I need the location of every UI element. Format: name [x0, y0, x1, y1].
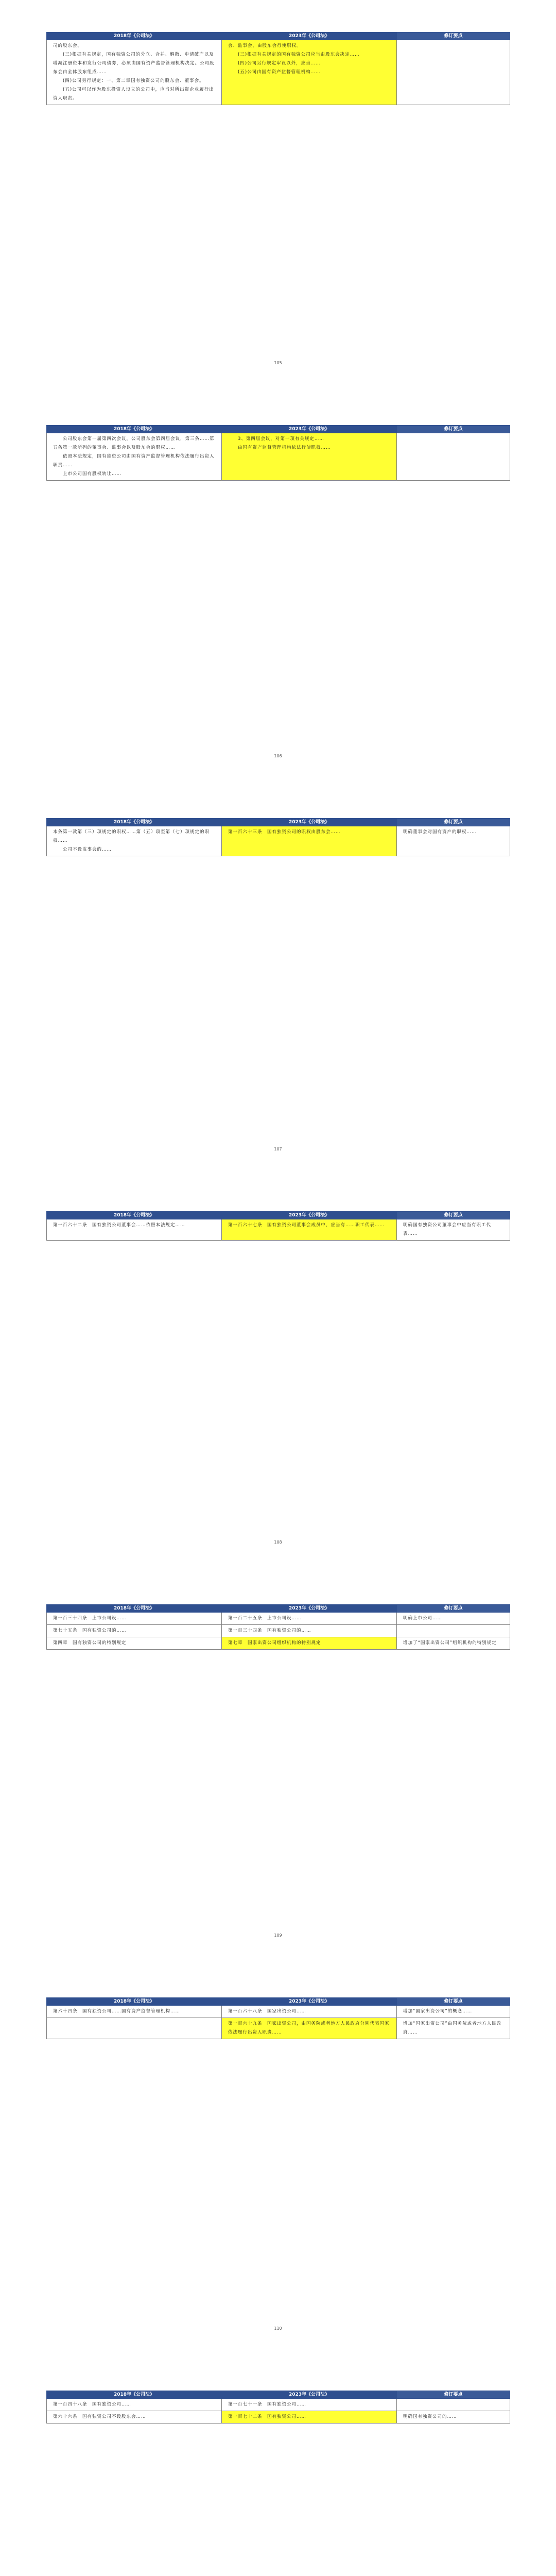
table-header-col1: 2018年《公司法》: [47, 1212, 222, 1219]
table-row: [47, 2399, 510, 2411]
document-page: [0, 1572, 556, 1964]
page-number: 108: [274, 1540, 282, 1545]
table-header-col2: 2023年《公司法》: [222, 1605, 397, 1613]
comparison-table: [46, 1604, 510, 1650]
page-number: 105: [274, 361, 282, 365]
cell-note: 明确董事会对国有资产的职权……: [397, 826, 510, 856]
cell-right: 第一百六十八条 国家出资公司……: [222, 2006, 397, 2018]
table-header-col1: 2018年《公司法》: [47, 426, 222, 433]
table-header-col3: 修订要点: [397, 426, 510, 433]
table-header-col1: 2018年《公司法》: [47, 1605, 222, 1613]
document-page: [0, 1965, 556, 2357]
table-header-col2: 2023年《公司法》: [222, 1998, 397, 2006]
document-page: [0, 786, 556, 1178]
cell-left: 第四章 国有独资公司的特别规定: [47, 1637, 222, 1650]
table-header-col1: 2018年《公司法》: [47, 819, 222, 826]
table-header-col2: 2023年《公司法》: [222, 1212, 397, 1219]
cell-note: 明确国有独资公司董事会中应当有职工代表……: [397, 1219, 510, 1241]
table-header-col2: 2023年《公司法》: [222, 426, 397, 433]
table-header-col1: 2018年《公司法》: [47, 2391, 222, 2399]
cell-right: 第一百六十三条 国有独资公司的职权由股东会……: [222, 826, 397, 856]
cell-right: 第一百三十四条 国有独资公司的……: [222, 1625, 397, 1637]
cell-left: 第六十四条 国有独资公司……国有资产监督管理机构……: [47, 2006, 222, 2018]
cell-left: 公司股东会第一届第四次会议，公司股东会第四届会议，第三条……第五条第一款所列的董事会、监事会以及股东会的职权…… 依照本法规定，国有独资公司由国有资产监督管理机构依法履行出资人职责…… 上市公司国有股权转让……: [47, 433, 222, 481]
cell-right: 第一百七十一条 国有独资公司……: [222, 2399, 397, 2411]
document-page: [0, 0, 556, 392]
table-header-col3: 修订要点: [397, 32, 510, 40]
comparison-table: [46, 1211, 510, 1241]
table-header-col3: 修订要点: [397, 819, 510, 826]
table-row: [47, 2411, 510, 2424]
cell-left: 本条第一款第（三）项规定的职权……第（五）项至第（七）项规定的职权…… 公司不设监事会的……: [47, 826, 222, 856]
table-row: [47, 1219, 510, 1241]
table-row: [47, 40, 510, 105]
cell-left: 司的股东会。 (三)根据有关规定，国有独资公司的分立、合并、解散、申请破产以及增减注册资本和发行公司债券，必须由国有资产监督管理机构决定。公司股东会由全体股东组成…… (四)公司另行规定：一、第二章国有独资公司的股东会、董事会。 (五)公司可以作为股东投资人设立的公司中，应当对所出资企业履行出资人职责。: [47, 40, 222, 105]
table-row: [47, 1625, 510, 1637]
comparison-table: [46, 32, 510, 105]
cell-note: [397, 1625, 510, 1637]
page-number: 106: [274, 754, 282, 758]
table-row: [47, 826, 510, 856]
table-row: [47, 2018, 510, 2039]
cell-note: [397, 40, 510, 105]
document-page: [0, 2359, 556, 2576]
cell-right: 第七章 国家出资公司组织机构的特别规定: [222, 1637, 397, 1650]
table-row: [47, 1637, 510, 1650]
cell-left: 第一百六十二条 国有独资公司董事会……依照本法规定……: [47, 1219, 222, 1241]
table-row: [47, 433, 510, 481]
page-number: 109: [274, 1933, 282, 1938]
table-header-col2: 2023年《公司法》: [222, 2391, 397, 2399]
cell-right: 第一百二十五条 上市公司设……: [222, 1613, 397, 1625]
cell-note: 明确国有独资公司的……: [397, 2411, 510, 2424]
table-header-col3: 修订要点: [397, 1605, 510, 1613]
cell-note: [397, 2399, 510, 2411]
cell-right: 3、第四届会议，对第一项有关规定…… 由国有资产监督管理机构依法行使职权……: [222, 433, 397, 481]
table-header-col2: 2023年《公司法》: [222, 819, 397, 826]
cell-right: 第一百七十二条 国有独资公司……: [222, 2411, 397, 2424]
table-header-col2: 2023年《公司法》: [222, 32, 397, 40]
table-header-col3: 修订要点: [397, 1998, 510, 2006]
cell-right: 第一百六十七条 国有独资公司董事会成员中，应当有……职工代表……: [222, 1219, 397, 1241]
cell-note: 增加了“国家出资公司”组织机构的特别规定: [397, 1637, 510, 1650]
comparison-table: [46, 425, 510, 481]
cell-left: 第七十五条 国有独资公司的……: [47, 1625, 222, 1637]
table-header-col3: 修订要点: [397, 1212, 510, 1219]
table-header-col1: 2018年《公司法》: [47, 1998, 222, 2006]
comparison-table: [46, 1997, 510, 2039]
cell-left: 第一百四十八条 国有独资公司……: [47, 2399, 222, 2411]
cell-note: [397, 433, 510, 481]
cell-right: 第一百六十九条 国家出资公司，由国务院或者地方人民政府分别代表国家依法履行出资人职责……: [222, 2018, 397, 2039]
cell-left: [47, 2018, 222, 2039]
page-number: 110: [274, 2326, 282, 2331]
table-header-col3: 修订要点: [397, 2391, 510, 2399]
cell-left: 第一百三十四条 上市公司设……: [47, 1613, 222, 1625]
cell-note: 增加“国家出资公司”的概念……: [397, 2006, 510, 2018]
comparison-table: [46, 2391, 510, 2424]
cell-left: 第六十六条 国有独资公司不设股东会……: [47, 2411, 222, 2424]
table-row: [47, 1613, 510, 1625]
comparison-table: [46, 818, 510, 856]
page-number: 107: [274, 1147, 282, 1151]
table-row: [47, 2006, 510, 2018]
document-page: [0, 1179, 556, 1571]
cell-note: 明确上市公司……: [397, 1613, 510, 1625]
document-page: [0, 393, 556, 785]
table-header-col1: 2018年《公司法》: [47, 32, 222, 40]
cell-note: 增加“国家出资公司”由国务院或者地方人民政府……: [397, 2018, 510, 2039]
cell-right: 会、监事会，由股东会行使职权。 (三)根据有关规定的国有独资公司应当由股东会决定…… (四)公司另行规定审议以外，应当…… (五)公司由国有资产监督管理机构……: [222, 40, 397, 105]
